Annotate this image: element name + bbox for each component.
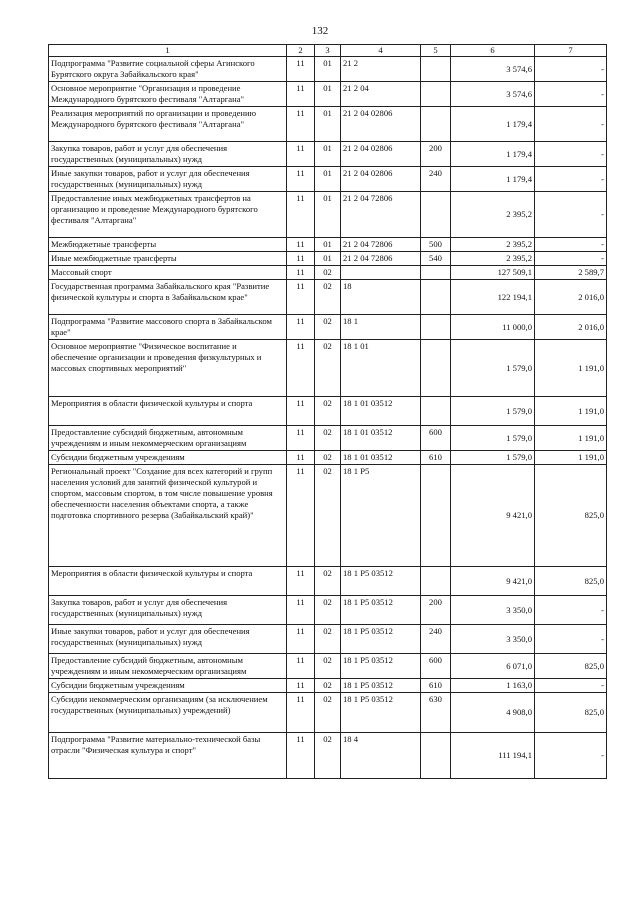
section-code: 11 xyxy=(287,142,315,167)
section-code: 11 xyxy=(287,733,315,779)
expense-type-code xyxy=(421,280,451,315)
section-code: 11 xyxy=(287,192,315,238)
row-name: Иные межбюджетные трансферты xyxy=(49,252,287,266)
amount-col6: 1 579,0 xyxy=(451,426,535,451)
section-code: 11 xyxy=(287,397,315,426)
amount-col6: 1 579,0 xyxy=(451,451,535,465)
table-row xyxy=(49,679,607,693)
table-row xyxy=(49,82,607,107)
amount-col7: 1 191,0 xyxy=(535,426,607,451)
expense-type-code xyxy=(421,340,451,397)
section-code: 11 xyxy=(287,451,315,465)
table-row xyxy=(49,733,607,779)
expense-type-code: 610 xyxy=(421,451,451,465)
row-name: Подпрограмма "Развитие материально-технической базы отрасли "Физическая культура и спорт" xyxy=(49,733,287,779)
amount-col7: 1 191,0 xyxy=(535,451,607,465)
table-row xyxy=(49,340,607,397)
target-article-code: 18 1 P5 03512 xyxy=(341,625,421,654)
column-header-row xyxy=(49,45,607,57)
section-code: 11 xyxy=(287,596,315,625)
subsection-code: 02 xyxy=(315,733,341,779)
subsection-code: 02 xyxy=(315,465,341,567)
target-article-code: 18 1 P5 03512 xyxy=(341,654,421,679)
amount-col6: 9 421,0 xyxy=(451,567,535,596)
target-article-code xyxy=(341,266,421,280)
target-article-code: 21 2 04 02806 xyxy=(341,107,421,142)
subsection-code: 01 xyxy=(315,82,341,107)
column-header: 5 xyxy=(421,45,451,57)
row-name: Массовый спорт xyxy=(49,266,287,280)
table-row xyxy=(49,252,607,266)
amount-col7: 825,0 xyxy=(535,567,607,596)
expense-type-code: 610 xyxy=(421,679,451,693)
subsection-code: 02 xyxy=(315,596,341,625)
amount-col6: 1 579,0 xyxy=(451,397,535,426)
column-header: 6 xyxy=(451,45,535,57)
expense-type-code: 540 xyxy=(421,252,451,266)
row-name: Подпрограмма "Развитие социальной сферы Агинского Бурятского округа Забайкальского края" xyxy=(49,57,287,82)
amount-col7: 1 191,0 xyxy=(535,397,607,426)
section-code: 11 xyxy=(287,679,315,693)
section-code: 11 xyxy=(287,465,315,567)
target-article-code: 18 1 01 03512 xyxy=(341,426,421,451)
amount-col6: 11 000,0 xyxy=(451,315,535,340)
expense-type-code: 200 xyxy=(421,142,451,167)
expense-type-code xyxy=(421,397,451,426)
section-code: 11 xyxy=(287,315,315,340)
expense-type-code xyxy=(421,107,451,142)
target-article-code: 18 1 01 03512 xyxy=(341,451,421,465)
subsection-code: 01 xyxy=(315,192,341,238)
row-name: Закупка товаров, работ и услуг для обеспечения государственных (муниципальных) нужд xyxy=(49,596,287,625)
section-code: 11 xyxy=(287,625,315,654)
section-code: 11 xyxy=(287,82,315,107)
subsection-code: 02 xyxy=(315,340,341,397)
amount-col6: 1 179,4 xyxy=(451,107,535,142)
amount-col6: 1 179,4 xyxy=(451,167,535,192)
target-article-code: 18 1 xyxy=(341,315,421,340)
subsection-code: 01 xyxy=(315,57,341,82)
row-name: Предоставление иных межбюджетных трансфертов на организацию и проведение Международного бурятского фестиваля "Алтаргана" xyxy=(49,192,287,238)
subsection-code: 02 xyxy=(315,693,341,733)
amount-col6: 1 579,0 xyxy=(451,340,535,397)
row-name: Мероприятия в области физической культуры и спорта xyxy=(49,397,287,426)
section-code: 11 xyxy=(287,57,315,82)
expense-type-code xyxy=(421,57,451,82)
target-article-code: 18 1 P5 xyxy=(341,465,421,567)
subsection-code: 02 xyxy=(315,315,341,340)
table-row xyxy=(49,266,607,280)
amount-col6: 2 395,2 xyxy=(451,252,535,266)
amount-col7: - xyxy=(535,57,607,82)
table-row xyxy=(49,280,607,315)
table-row xyxy=(49,315,607,340)
target-article-code: 21 2 04 xyxy=(341,82,421,107)
table-row xyxy=(49,451,607,465)
amount-col7: - xyxy=(535,192,607,238)
table-row xyxy=(49,567,607,596)
row-name: Мероприятия в области физической культуры и спорта xyxy=(49,567,287,596)
section-code: 11 xyxy=(287,426,315,451)
target-article-code: 18 1 P5 03512 xyxy=(341,693,421,733)
target-article-code: 18 xyxy=(341,280,421,315)
expense-type-code xyxy=(421,733,451,779)
expense-type-code xyxy=(421,266,451,280)
target-article-code: 18 1 01 03512 xyxy=(341,397,421,426)
column-header: 7 xyxy=(535,45,607,57)
amount-col7: 825,0 xyxy=(535,465,607,567)
target-article-code: 18 1 P5 03512 xyxy=(341,596,421,625)
amount-col6: 4 908,0 xyxy=(451,693,535,733)
amount-col7: 825,0 xyxy=(535,654,607,679)
section-code: 11 xyxy=(287,252,315,266)
amount-col7: - xyxy=(535,142,607,167)
column-header: 3 xyxy=(315,45,341,57)
target-article-code: 21 2 xyxy=(341,57,421,82)
expense-type-code: 600 xyxy=(421,426,451,451)
expense-type-code: 630 xyxy=(421,693,451,733)
expense-type-code xyxy=(421,315,451,340)
amount-col7: 2 016,0 xyxy=(535,280,607,315)
column-header: 2 xyxy=(287,45,315,57)
table-row xyxy=(49,107,607,142)
subsection-code: 01 xyxy=(315,107,341,142)
expense-type-code: 600 xyxy=(421,654,451,679)
target-article-code: 18 4 xyxy=(341,733,421,779)
row-name: Государственная программа Забайкальского края "Развитие физической культуры и спорта в Забайкальском крае" xyxy=(49,280,287,315)
amount-col7: 825,0 xyxy=(535,693,607,733)
amount-col7: 2 589,7 xyxy=(535,266,607,280)
row-name: Субсидии бюджетным учреждениям xyxy=(49,451,287,465)
section-code: 11 xyxy=(287,567,315,596)
subsection-code: 02 xyxy=(315,280,341,315)
subsection-code: 02 xyxy=(315,397,341,426)
row-name: Межбюджетные трансферты xyxy=(49,238,287,252)
row-name: Реализация мероприятий по организации и проведению Международного бурятского фестиваля "Алтаргана" xyxy=(49,107,287,142)
table-row xyxy=(49,397,607,426)
subsection-code: 02 xyxy=(315,567,341,596)
table-row xyxy=(49,625,607,654)
subsection-code: 02 xyxy=(315,654,341,679)
amount-col6: 1 179,4 xyxy=(451,142,535,167)
expense-type-code xyxy=(421,465,451,567)
section-code: 11 xyxy=(287,238,315,252)
amount-col6: 2 395,2 xyxy=(451,238,535,252)
table-row xyxy=(49,57,607,82)
table-row xyxy=(49,238,607,252)
amount-col6: 122 194,1 xyxy=(451,280,535,315)
target-article-code: 21 2 04 02806 xyxy=(341,167,421,192)
amount-col6: 3 350,0 xyxy=(451,596,535,625)
amount-col6: 9 421,0 xyxy=(451,465,535,567)
row-name: Иные закупки товаров, работ и услуг для обеспечения государственных (муниципальных) нужд xyxy=(49,625,287,654)
subsection-code: 01 xyxy=(315,142,341,167)
table-row xyxy=(49,426,607,451)
amount-col7: 1 191,0 xyxy=(535,340,607,397)
amount-col7: - xyxy=(535,82,607,107)
amount-col7: - xyxy=(535,107,607,142)
row-name: Иные закупки товаров, работ и услуг для обеспечения государственных (муниципальных) нужд xyxy=(49,167,287,192)
table-row xyxy=(49,654,607,679)
section-code: 11 xyxy=(287,693,315,733)
row-name: Предоставление субсидий бюджетным, автономным учреждениям и иным некоммерческим организациям xyxy=(49,654,287,679)
amount-col6: 3 574,6 xyxy=(451,57,535,82)
subsection-code: 02 xyxy=(315,625,341,654)
subsection-code: 02 xyxy=(315,451,341,465)
budget-table xyxy=(48,44,607,779)
amount-col6: 3 574,6 xyxy=(451,82,535,107)
amount-col6: 1 163,0 xyxy=(451,679,535,693)
row-name: Основное мероприятие "Организация и проведение Международного бурятского фестиваля "Алтаргана" xyxy=(49,82,287,107)
expense-type-code: 200 xyxy=(421,596,451,625)
amount-col7: - xyxy=(535,679,607,693)
page-number: 132 xyxy=(311,25,329,37)
amount-col7: - xyxy=(535,252,607,266)
amount-col6: 2 395,2 xyxy=(451,192,535,238)
column-header: 1 xyxy=(49,45,287,57)
target-article-code: 18 1 P5 03512 xyxy=(341,567,421,596)
row-name: Региональный проект "Создание для всех категорий и групп населения условий для занятий физической культурой и спортом, массовым спортом, в том числе повышение уровня обеспеченности населения объектами спорта, а также подготовка спортивного резерва (Забайкальский край)" xyxy=(49,465,287,567)
section-code: 11 xyxy=(287,266,315,280)
amount-col7: - xyxy=(535,596,607,625)
expense-type-code xyxy=(421,192,451,238)
section-code: 11 xyxy=(287,280,315,315)
table-row xyxy=(49,142,607,167)
table-row xyxy=(49,465,607,567)
subsection-code: 01 xyxy=(315,238,341,252)
section-code: 11 xyxy=(287,340,315,397)
subsection-code: 01 xyxy=(315,252,341,266)
subsection-code: 02 xyxy=(315,679,341,693)
section-code: 11 xyxy=(287,167,315,192)
target-article-code: 21 2 04 72806 xyxy=(341,238,421,252)
amount-col6: 111 194,1 xyxy=(451,733,535,779)
amount-col7: - xyxy=(535,733,607,779)
target-article-code: 18 1 P5 03512 xyxy=(341,679,421,693)
section-code: 11 xyxy=(287,654,315,679)
row-name: Субсидии некоммерческим организациям (за исключением государственных (муниципальных) учреждений) xyxy=(49,693,287,733)
subsection-code: 02 xyxy=(315,426,341,451)
row-name: Субсидии бюджетным учреждениям xyxy=(49,679,287,693)
row-name: Основное мероприятие "Физическое воспитание и обеспечение организации и проведения физкультурных и массовых спортивных мероприятий" xyxy=(49,340,287,397)
expense-type-code: 240 xyxy=(421,625,451,654)
table-row xyxy=(49,596,607,625)
amount-col7: - xyxy=(535,167,607,192)
amount-col7: - xyxy=(535,625,607,654)
amount-col6: 3 350,0 xyxy=(451,625,535,654)
amount-col6: 6 071,0 xyxy=(451,654,535,679)
table-row xyxy=(49,693,607,733)
expense-type-code xyxy=(421,82,451,107)
row-name: Предоставление субсидий бюджетным, автономным учреждениям и иным некоммерческим организациям xyxy=(49,426,287,451)
amount-col7: 2 016,0 xyxy=(535,315,607,340)
amount-col6: 127 509,1 xyxy=(451,266,535,280)
expense-type-code xyxy=(421,567,451,596)
row-name: Подпрограмма "Развитие массового спорта в Забайкальском крае" xyxy=(49,315,287,340)
subsection-code: 02 xyxy=(315,266,341,280)
target-article-code: 21 2 04 72806 xyxy=(341,252,421,266)
column-header: 4 xyxy=(341,45,421,57)
amount-col7: - xyxy=(535,238,607,252)
expense-type-code: 500 xyxy=(421,238,451,252)
row-name: Закупка товаров, работ и услуг для обеспечения государственных (муниципальных) нужд xyxy=(49,142,287,167)
table-row xyxy=(49,167,607,192)
subsection-code: 01 xyxy=(315,167,341,192)
expense-type-code: 240 xyxy=(421,167,451,192)
table-row xyxy=(49,192,607,238)
target-article-code: 18 1 01 xyxy=(341,340,421,397)
target-article-code: 21 2 04 02806 xyxy=(341,142,421,167)
section-code: 11 xyxy=(287,107,315,142)
target-article-code: 21 2 04 72806 xyxy=(341,192,421,238)
